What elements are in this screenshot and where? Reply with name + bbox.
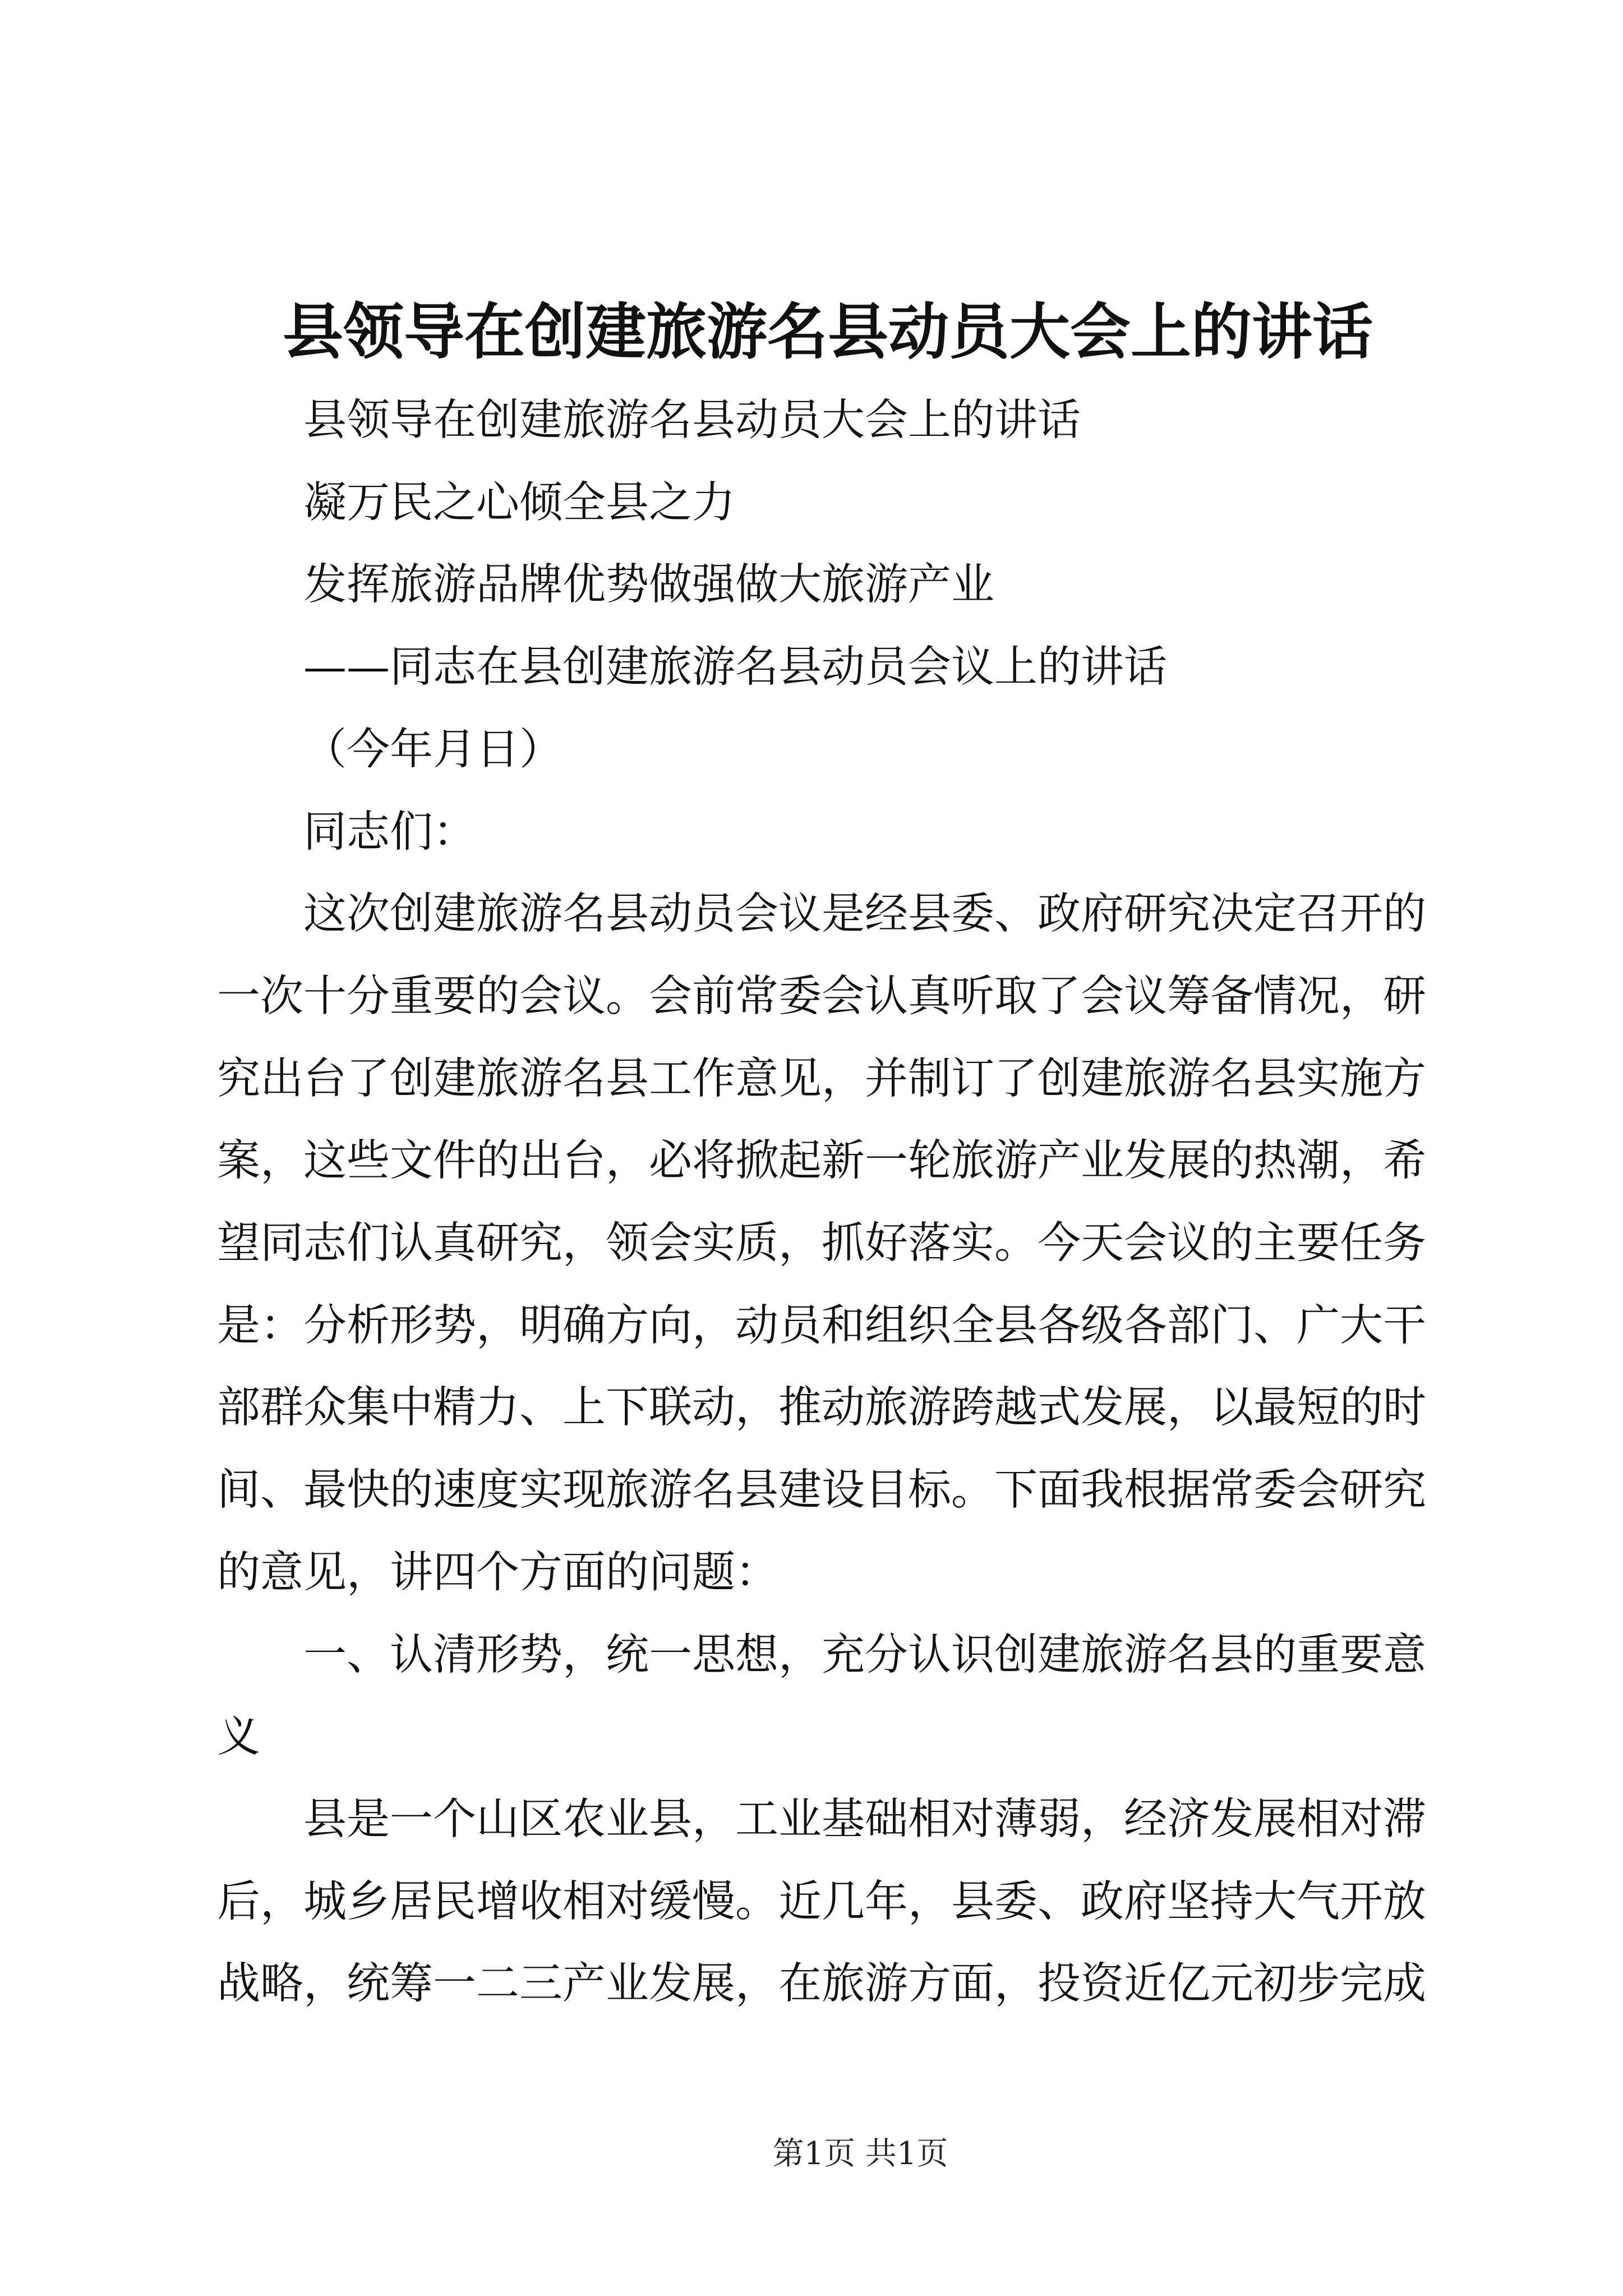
speaker-line: ——同志在县创建旅游名县动员会议上的讲话: [303, 642, 1167, 693]
section-heading: 一、认清形势，统一思想，充分认识创建旅游名县的重要意义: [217, 1630, 1426, 1763]
body-paragraph: 这次创建旅游名县动员会议是经县委、政府研究决定召开的一次十分重要的会议。会前常委会认真听取了会议筹备情况，研究出台了创建旅游名县工作意见，并制订了创建旅游名县实施方案，这些文件的出台，必将掀起新一轮旅游产业发展的热潮，希望同志们认真研究，领会实质，抓好落实。今天会议的主要任务是：分析形势，明确方向，动员和组织全县各级各部门、广大干部群众集中精力、上下联动，推动旅游跨越式发展，以最短的时间、最快的速度实现旅游名县建设目标。下面我根据常委会研究的意见，讲四个方面的问题：: [217, 889, 1426, 1598]
salutation: 同志们：: [303, 807, 476, 857]
speech-title-line: 县领导在创建旅游名县动员大会上的讲话: [303, 395, 1081, 445]
date-line: （今年月日）: [303, 724, 562, 775]
document-body: [217, 380, 1426, 2026]
slogan-line-2: 发挥旅游品牌优势做强做大旅游产业: [303, 560, 994, 610]
document-title: 县领导在创建旅游名县动员大会上的讲话: [283, 297, 1373, 367]
body-paragraph: 县是一个山区农业县，工业基础相对薄弱，经济发展相对滞后，城乡居民增收相对缓慢。近几年，县委、政府坚持大气开放战略，统筹一二三产业发展，在旅游方面，投资近亿元初步完成: [217, 1794, 1426, 2009]
slogan-line-1: 凝万民之心倾全县之力: [303, 477, 735, 528]
page-footer: 第1页 共1页: [772, 2136, 948, 2172]
